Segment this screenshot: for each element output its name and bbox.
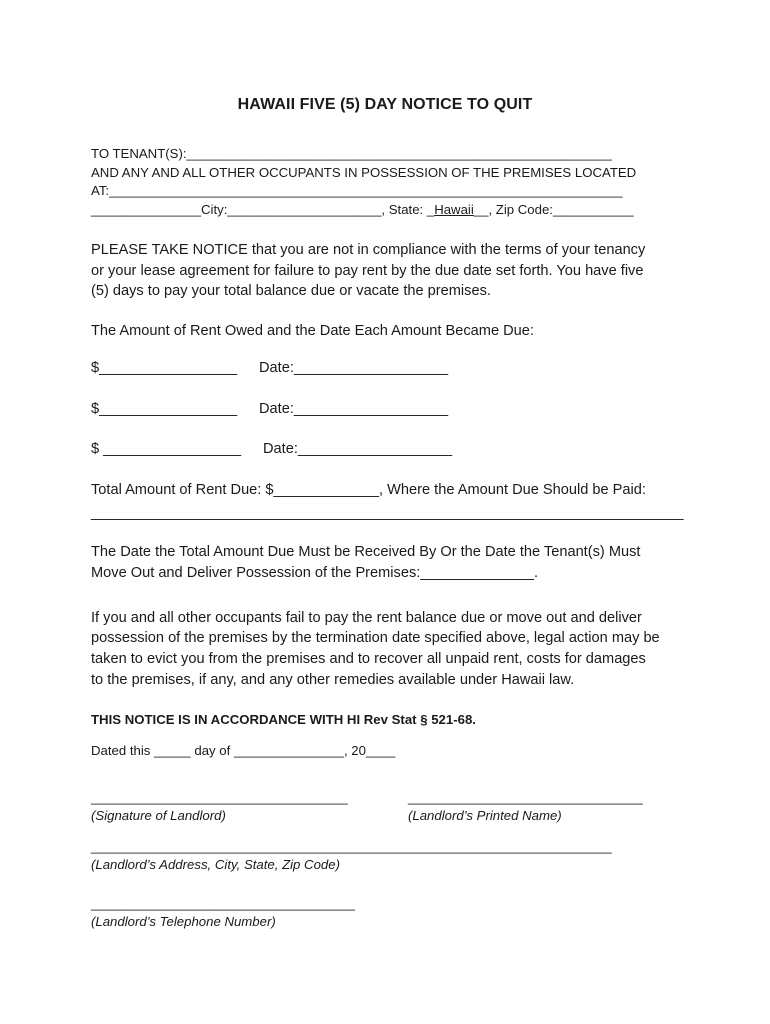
deadline-paragraph-line: Move Out and Deliver Possession of the Premises:______________. bbox=[91, 565, 538, 581]
rent-heading: The Amount of Rent Owed and the Date Each Amount Became Due: bbox=[91, 323, 534, 339]
premises-address-line: AT:______________________________________________________________________ bbox=[91, 183, 623, 198]
rent-amount-blank: $_________________ bbox=[91, 401, 238, 417]
city-blank: _______________City:_____________________, State: _ bbox=[91, 202, 435, 217]
rent-date-blank: Date:___________________ bbox=[259, 360, 449, 376]
payment-location-blank: _________________________________________________________________________ bbox=[91, 505, 684, 521]
city-state-zip-line bbox=[91, 203, 634, 216]
warning-paragraph-line: possession of the premises by the termination date specified above, legal action may be bbox=[91, 630, 660, 646]
rent-amount-blank: $_________________ bbox=[91, 360, 238, 376]
signature-label: (Signature of Landlord) bbox=[91, 808, 226, 823]
printed-name-label: (Landlord’s Printed Name) bbox=[408, 808, 562, 823]
telephone-blank: ____________________________________ bbox=[91, 896, 356, 911]
rent-date-blank: Date:___________________ bbox=[263, 441, 453, 457]
signature-blank: ___________________________________ bbox=[91, 790, 348, 805]
rent-amount-blank: $ _________________ bbox=[91, 441, 242, 457]
tenant-line: TO TENANT(S):__________________________________________________________ bbox=[91, 146, 612, 161]
printed-name-blank: ________________________________ bbox=[408, 790, 643, 805]
telephone-label: (Landlord’s Telephone Number) bbox=[91, 914, 276, 929]
notice-paragraph-line: PLEASE TAKE NOTICE that you are not in compliance with the terms of your tenancy bbox=[91, 242, 646, 258]
occupants-line: AND ANY AND ALL OTHER OCCUPANTS IN POSSESSION OF THE PREMISES LOCATED bbox=[91, 165, 637, 180]
address-blank: _______________________________________________________________________ bbox=[91, 839, 612, 854]
notice-paragraph-line: (5) days to pay your total balance due or vacate the premises. bbox=[91, 283, 491, 299]
statute-reference: THIS NOTICE IS IN ACCORDANCE WITH HI Rev Stat § 521-68. bbox=[91, 712, 476, 727]
address-label: (Landlord’s Address, City, State, Zip Code) bbox=[91, 857, 340, 872]
state-value: Hawaii bbox=[434, 202, 474, 217]
warning-paragraph-line: If you and all other occupants fail to pay the rent balance due or move out and deliver bbox=[91, 610, 642, 626]
rent-date-blank: Date:___________________ bbox=[259, 401, 449, 417]
zip-blank: __, Zip Code:___________ bbox=[473, 202, 634, 217]
deadline-paragraph-line: The Date the Total Amount Due Must be Received By Or the Date the Tenant(s) Must bbox=[91, 544, 641, 560]
document-title: HAWAII FIVE (5) DAY NOTICE TO QUIT bbox=[237, 96, 533, 113]
total-rent-line: Total Amount of Rent Due: $_____________, Where the Amount Due Should be Paid: bbox=[91, 482, 646, 498]
notice-paragraph-line: or your lease agreement for failure to pay rent by the due date set forth. You have five bbox=[91, 263, 644, 279]
warning-paragraph-line: taken to evict you from the premises and to recover all unpaid rent, costs for damages bbox=[91, 651, 646, 667]
dated-line: Dated this _____ day of _______________, 20____ bbox=[91, 743, 396, 758]
warning-paragraph-line: to the premises, if any, and any other remedies available under Hawaii law. bbox=[91, 672, 575, 688]
